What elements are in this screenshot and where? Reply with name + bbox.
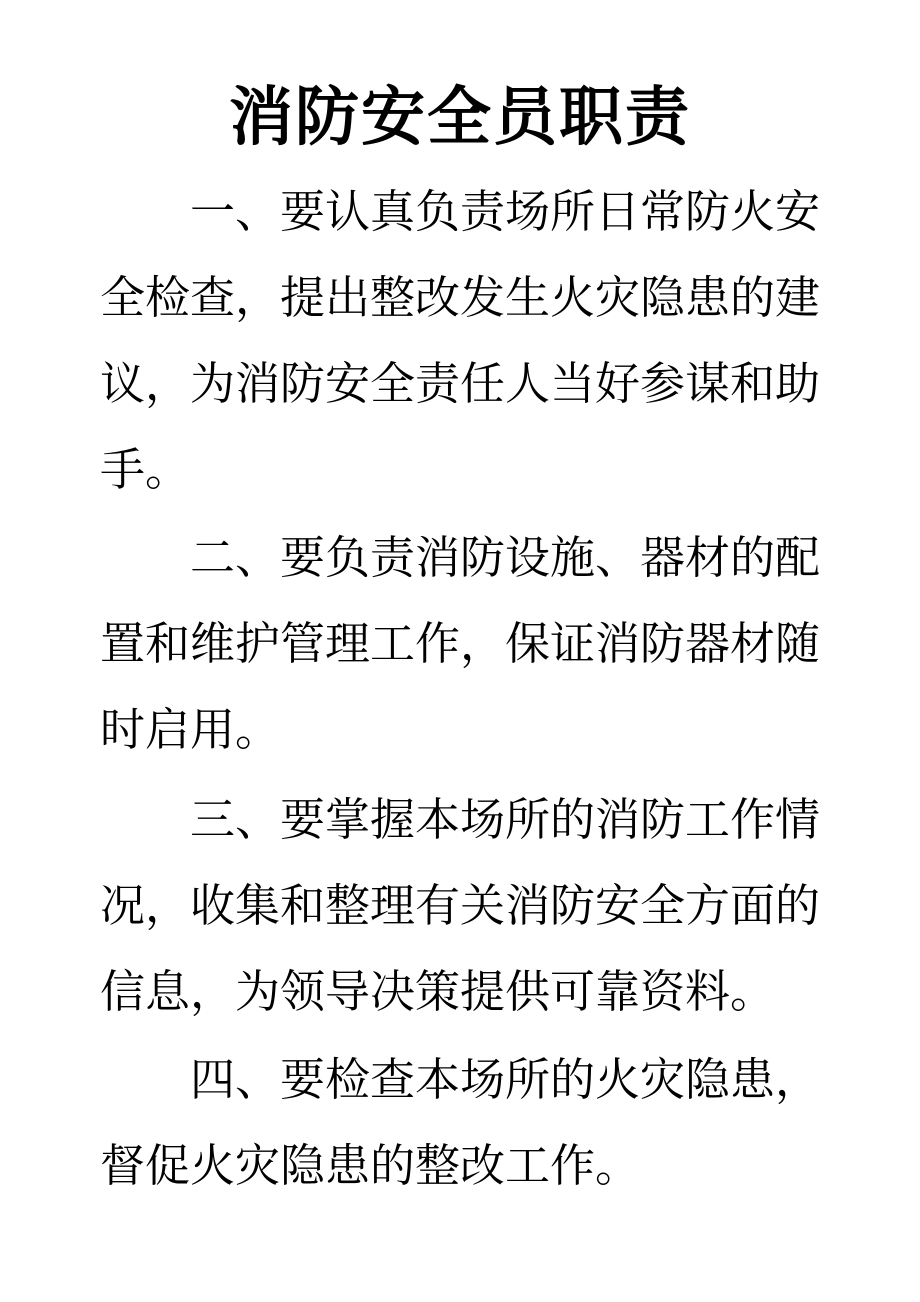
paragraph-4-line-2: 督促火灾隐患的整改工作。 xyxy=(100,1139,641,1192)
paragraph-2-line-1: 二、要负责消防设施、器材的配 xyxy=(190,531,821,584)
paragraph-2-line-2: 置和维护管理工作，保证消防器材随 xyxy=(100,617,821,670)
paragraph-1-line-1: 一、要认真负责场所日常防火安 xyxy=(190,185,821,238)
paragraph-4-line-1: 四、要检查本场所的火灾隐患， xyxy=(190,1053,821,1106)
paragraph-3-line-1: 三、要掌握本场所的消防工作情 xyxy=(190,793,821,846)
paragraph-3-line-2: 况，收集和整理有关消防安全方面的 xyxy=(100,879,821,932)
paragraph-2-line-3: 时启用。 xyxy=(100,703,281,756)
paragraph-1-line-3: 议，为消防安全责任人当好参谋和助 xyxy=(100,357,821,410)
paragraph-1-line-2: 全检查，提出整改发生火灾隐患的建 xyxy=(100,271,821,324)
document-title: 消防安全员职责 xyxy=(229,80,691,155)
paragraph-3-line-3: 信息，为领导决策提供可靠资料。 xyxy=(100,965,776,1018)
paragraph-1-line-4: 手。 xyxy=(100,443,191,496)
